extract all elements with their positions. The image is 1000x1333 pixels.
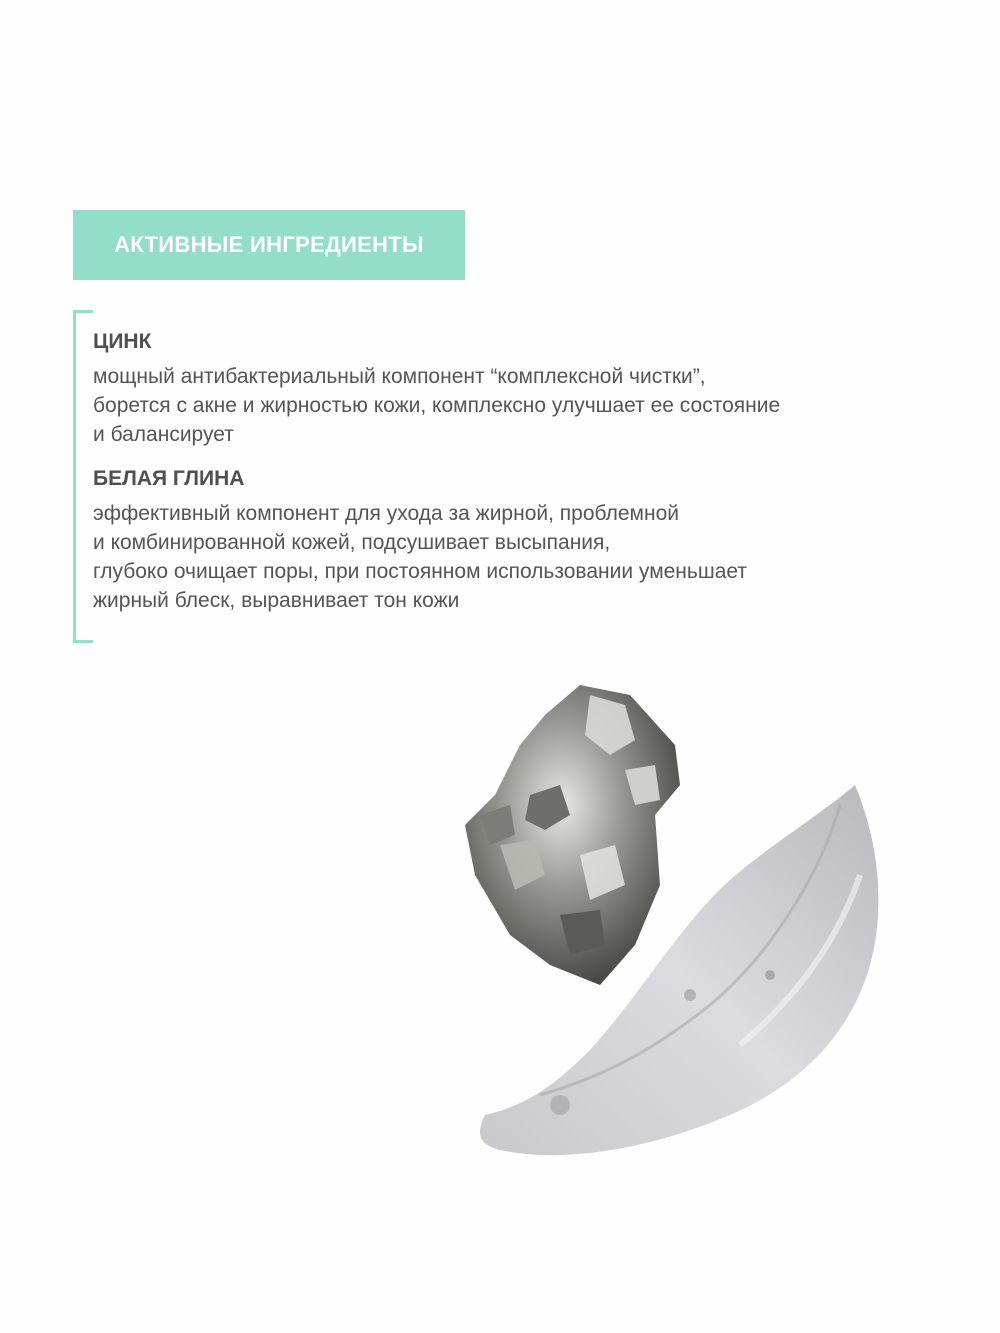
zinc-crystal-image [465, 685, 680, 985]
ingredients-list [93, 330, 943, 633]
ingredient-description: эффективный компонент для ухода за жирной, проблемной и комбинированной кожей, подсушивает высыпания, глубоко очищает поры, при постоянном использовании уменьшает жирный блеск, выравнивает тон кожи [93, 502, 747, 612]
section-title: АКТИВНЫЕ ИНГРЕДИЕНТЫ [114, 232, 424, 257]
ingredient-white-clay [93, 467, 943, 615]
ingredient-title: ЦИНК [93, 330, 152, 353]
ingredient-zinc [93, 330, 943, 449]
content-bracket [73, 310, 93, 643]
ingredient-title: БЕЛАЯ ГЛИНА [93, 467, 245, 490]
product-ingredients-image [440, 675, 910, 1215]
section-header [73, 210, 465, 280]
ingredient-description: мощный антибактериальный компонент “комплексной чистки”, борется с акне и жирностью кожи, комплексно улучшает ее состояние и балансирует [93, 365, 781, 446]
